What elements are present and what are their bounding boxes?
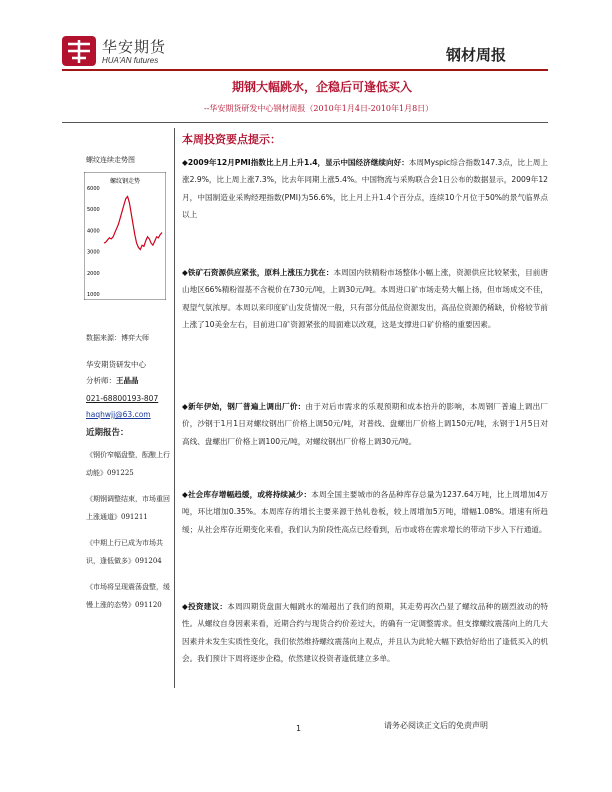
y-tick-label: 1000	[87, 292, 100, 298]
subtitle-rule	[62, 122, 548, 123]
paragraph-body: 本周全国主要城市的各品种库存总量为1237.64万吨，比上周增加4万吨，环比增加0.35%。本周库存的增长主要来源于热轧卷板，较上周增加5万吨，增幅1.08%。增速有所趋缓；从社会库存近期变化来看，我们认为阶段性高点已经看到，后市或将在需求增长的带动下步入下行通道。	[182, 490, 548, 534]
paragraph-lead: ◆社会库存增幅趋缓，或将持续减少：	[182, 490, 312, 499]
analyst-name: 王晶晶	[116, 376, 139, 385]
company-logo-icon	[62, 36, 96, 66]
y-tick-label: 2000	[87, 270, 100, 277]
paragraph-mill-prices	[182, 398, 548, 450]
paragraph-inventory	[182, 486, 548, 538]
contact-email-link[interactable]: haqhwjj@63.com	[86, 410, 151, 419]
column-divider	[174, 128, 175, 688]
sidebar-chart-title: 螺纹连续走势图	[86, 156, 135, 164]
recent-report-item[interactable]: 《钢价窄幅盘整，酝酿上行动能》091225	[86, 451, 170, 477]
section-heading: 本周投资要点提示：	[182, 133, 281, 146]
y-tick-label: 3000	[87, 249, 100, 256]
disclaimer-note: 请务必阅读正文后的免责声明	[384, 721, 488, 730]
paragraph-body: 本周Myspic综合指数147.3点，比上周上涨2.9%，比上周上涨7.3%，比去年同期上涨5.4%。中国物流与采购联合会1日公布的数据显示，2009年12月，中国制造业采购经理指数(PMI)为56.6%，比上月上升1.4个百分点，连续10个月位于50%的景气临界点以上	[182, 158, 548, 220]
recent-reports-list	[86, 446, 172, 622]
brand-name-cn: 华安期货	[102, 38, 167, 56]
chart-source: 数据来源：博弈大师	[86, 334, 149, 342]
contact-phone: 021-68800193-807	[86, 394, 159, 403]
analyst-label: 分析师：	[86, 376, 116, 385]
paragraph-body: 本周国内铁精粉市场整体小幅上涨，资源供应比较紧张，目前唐山地区66%精粉湿基不含税价在730元/吨，上调30元/吨。本周进口矿市场走势大幅上扬，但市场成交不佳，观望气氛浓厚。本周以来印度矿山发货情况一般，只有部分低品位资源发出，高品位资源仍稀缺，价格较节前上涨了10美金左右，目前进口矿资源紧张的局面难以改观，这是支撑进口矿价格的重要因素。	[182, 268, 549, 330]
paragraph-body: 本周四期货盘面大幅跳水的端超出了我们的预期，其走势再次凸显了螺纹品种的剧烈波动的特性。从螺纹自身因素来看，近期合约与现货合约价差过大，的确有一定调整需求。但支撑螺纹震荡向上的几大因素并未发生实质性变化，我们依然维持螺纹震荡向上观点，并且认为此轮大幅下跌恰好给出了逢低买入的机会。我们预计下周将逐步企稳，依然建议投资者逢低建立多单。	[182, 602, 549, 664]
brand-name-en: HUA'AN futures	[102, 56, 159, 65]
report-type: 钢材周报	[446, 46, 507, 64]
recent-report-item[interactable]: 《中期上行已成为市场共识，逢低做多》091204	[86, 539, 163, 565]
chart-inner-title: 螺纹钢走势	[110, 178, 141, 185]
y-tick-label: 5000	[87, 207, 100, 214]
paragraph-lead: ◆2009年12月PMI指数比上月上升1.4，显示中国经济继续向好：	[182, 158, 409, 167]
recent-reports-title: 近期报告：	[86, 428, 129, 438]
rebar-price-chart	[84, 172, 166, 300]
y-tick-label: 6000	[87, 186, 100, 192]
y-tick-label: 4000	[87, 228, 100, 235]
paragraph-lead: ◆铁矿石资源供应紧张，原料上涨压力犹在：	[182, 268, 334, 277]
header-rule	[62, 69, 548, 71]
recent-report-item[interactable]: 《期钢调整结束，市场重回上涨通道》091211	[86, 495, 170, 521]
paragraph-body: 由于对后市需求的乐观预期和成本抬升的影响，本周钢厂普遍上调出厂价，沙钢于1月1日对螺纹钢出厂价格上调50元/吨，对普线、盘螺出厂价格上调150元/吨，永钢于1月5日对高线、盘螺出厂价格上调100元/吨，对螺纹钢出厂价格上调30元/吨。	[182, 402, 549, 446]
recent-report-item[interactable]: 《市场将呈现震荡盘整，缓慢上涨的态势》091120	[86, 583, 170, 609]
research-center: 华安期货研发中心	[86, 360, 146, 369]
paragraph-lead: ◆新年伊始，钢厂普遍上调出厂价：	[182, 402, 306, 411]
analyst-line	[86, 374, 139, 388]
paragraph-iron-ore	[182, 264, 548, 334]
page-subtitle: --华安期货研发中心钢材周报（2010年1月4日-2010年1月8日）	[204, 104, 434, 113]
paragraph-investment-advice	[182, 598, 548, 668]
paragraph-pmi	[182, 154, 548, 224]
paragraph-lead: ◆投资建议：	[182, 602, 228, 611]
page-number: 1	[296, 724, 302, 733]
page-title: 期钢大幅跳水，企稳后可逢低买入	[232, 80, 413, 94]
